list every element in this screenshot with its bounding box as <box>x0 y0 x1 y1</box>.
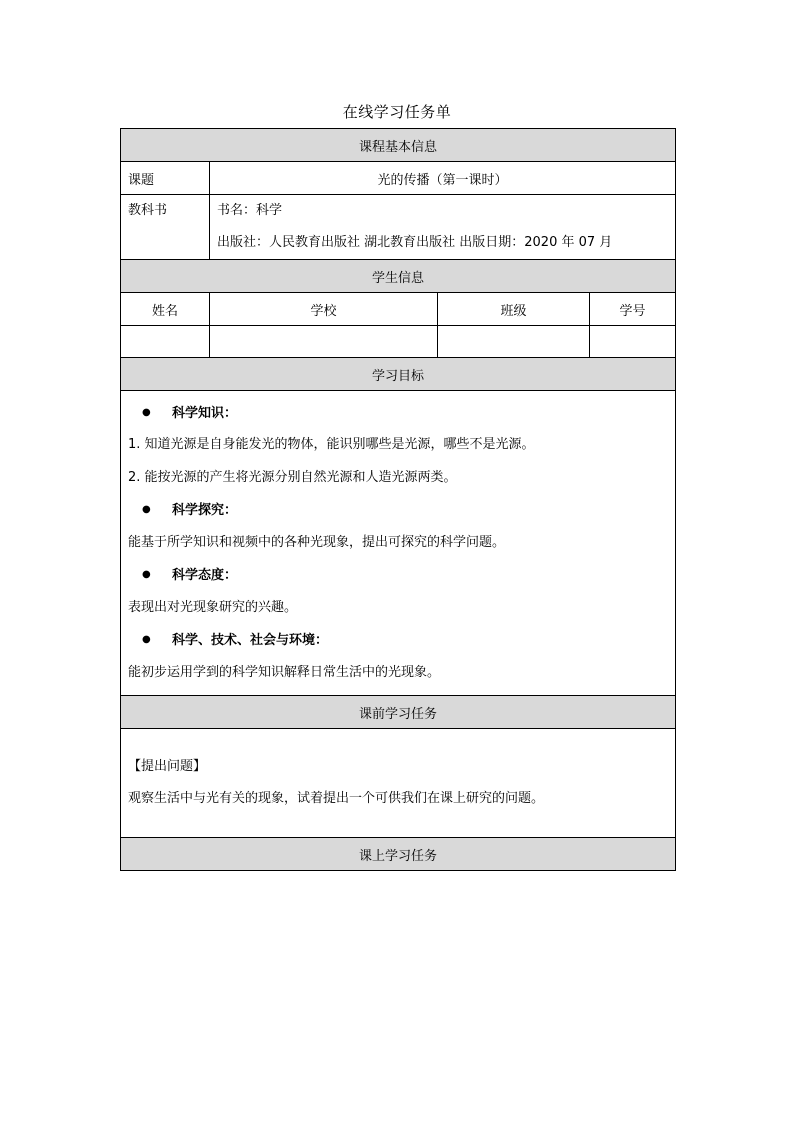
student-name-column-header: 姓名 <box>121 293 210 326</box>
goal-heading-knowledge: 科学知识： <box>172 405 238 421</box>
learning-goals-section-title: 学习目标 <box>121 358 676 391</box>
student-info-columns-row <box>121 293 676 326</box>
topic-value: 光的传播（第一课时） <box>210 162 676 195</box>
topic-label: 课题 <box>121 162 210 195</box>
student-school-field[interactable] <box>210 326 438 358</box>
goal-heading-attitude: 科学态度： <box>172 568 238 583</box>
document-title: 在线学习任务单 <box>342 103 452 121</box>
pre-class-row <box>121 729 676 838</box>
learning-goals-row <box>121 391 676 696</box>
student-info-header-row <box>121 260 676 293</box>
course-info-header-row <box>121 129 676 162</box>
student-info-section-title: 学生信息 <box>121 260 676 293</box>
bullet-icon: ● <box>142 504 151 516</box>
learning-goals-content <box>121 391 676 696</box>
goal-group-heading <box>128 559 668 592</box>
pre-class-section-title: 课前学习任务 <box>121 696 676 729</box>
pre-class-text: 观察生活中与光有关的现象，试着提出一个可供我们在课上研究的问题。 <box>128 791 545 806</box>
student-school-column-header: 学校 <box>210 293 438 326</box>
goal-line: 能初步运用学到的科学知识解释日常生活中的光现象。 <box>128 664 441 680</box>
course-info-section-title: 课程基本信息 <box>121 129 676 162</box>
goal-line: 表现出对光现象研究的兴趣。 <box>128 599 298 615</box>
student-class-field[interactable] <box>438 326 590 358</box>
textbook-row <box>121 195 676 260</box>
textbook-details-cell <box>210 195 676 260</box>
textbook-name: 书名：科学 <box>217 203 283 218</box>
bullet-icon: ● <box>142 569 151 581</box>
textbook-publisher: 出版社：人民教育出版社 湖北教育出版社 出版日期：2020 年 07 月 <box>217 235 613 250</box>
bullet-icon: ● <box>142 634 151 646</box>
goal-group-heading <box>128 494 668 527</box>
bullet-icon: ● <box>142 406 151 418</box>
pre-class-content <box>121 729 676 838</box>
goal-heading-stse: 科学、技术、社会与环境： <box>172 633 329 648</box>
topic-row <box>121 162 676 195</box>
student-id-column-header: 学号 <box>590 293 676 326</box>
goal-heading-inquiry: 科学探究： <box>172 503 238 518</box>
learning-goals-header-row <box>121 358 676 391</box>
student-id-field[interactable] <box>590 326 676 358</box>
pre-class-header-row <box>121 696 676 729</box>
in-class-section-title: 课上学习任务 <box>121 838 676 871</box>
in-class-header-row <box>121 838 676 871</box>
student-name-field[interactable] <box>121 326 210 358</box>
textbook-label-cell <box>121 195 210 260</box>
task-sheet-table <box>120 128 676 871</box>
goal-line: 1. 知道光源是自身能发光的物体，能识别哪些是光源，哪些不是光源。 <box>128 437 535 453</box>
goal-line: 能基于所学知识和视频中的各种光现象，提出可探究的科学问题。 <box>128 534 506 550</box>
goal-group-heading <box>128 624 668 657</box>
textbook-label: 教科书 <box>128 203 168 218</box>
goal-group-heading <box>128 397 668 430</box>
pre-class-subheading: 【提出问题】 <box>128 759 207 774</box>
student-class-column-header: 班级 <box>438 293 590 326</box>
goal-line: 2. 能按光源的产生将光源分别自然光源和人造光源两类。 <box>128 469 457 485</box>
student-info-values-row <box>121 326 676 358</box>
